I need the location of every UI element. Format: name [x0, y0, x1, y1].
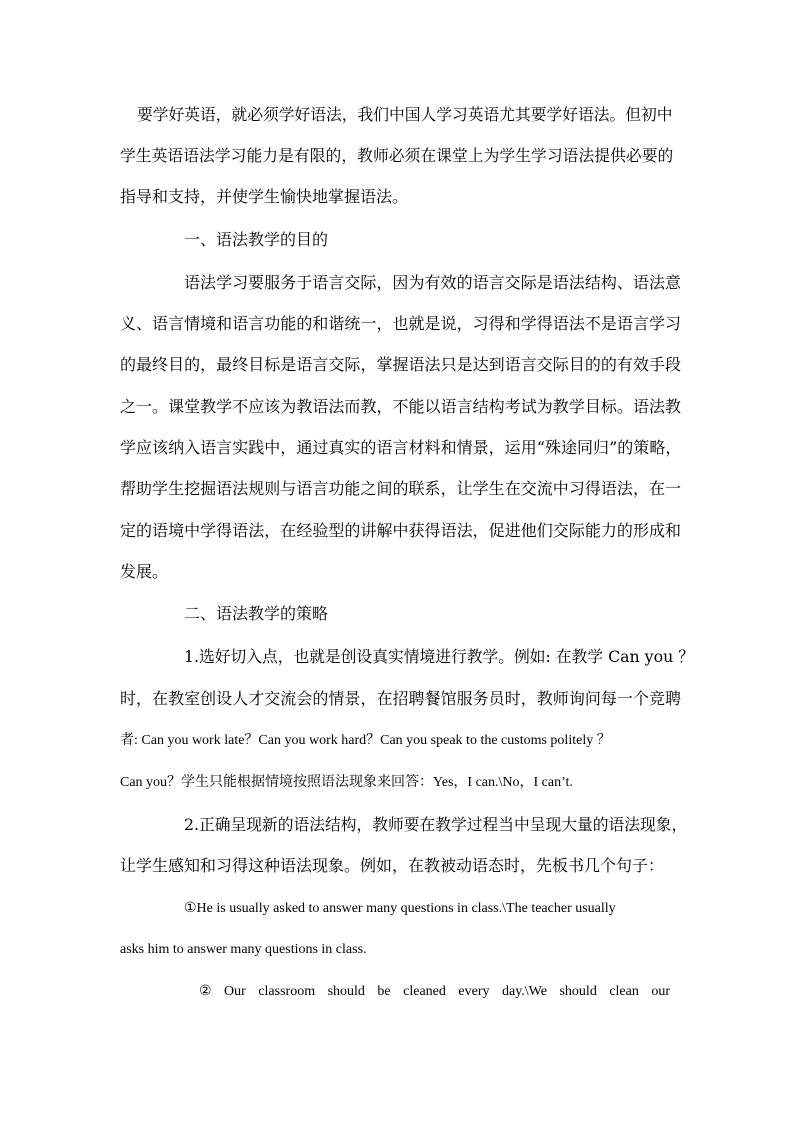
- section1-line-3: 的最终目的，最终目标是语言交际，掌握语法只是达到语言交际目的的有效手段: [120, 355, 682, 374]
- section1-line-1: 语法学习要服务于语言交际，因为有效的语言交际是语法结构、语法意: [184, 273, 682, 292]
- strategy1-line-2: 时，在教室创设人才交流会的情景，在招聘餐馆服务员时，教师询问每一个竞聘: [120, 689, 682, 708]
- intro-line-1: 要学好英语，就必须学好语法，我们中国人学习英语尤其要学好语法。但初中: [137, 105, 673, 124]
- strategy2-line-1: 2.正确呈现新的语法结构，教师要在教学过程当中呈现大量的语法现象，: [184, 815, 688, 834]
- example-1-line-1: ①He is usually asked to answer many questions in class.\The teacher usually: [184, 901, 616, 916]
- intro-line-2: 学生英语语法学习能力是有限的，教师必须在课堂上为学生学习语法提供必要的: [120, 146, 674, 165]
- section1-line-2: 义、语言情境和语言功能的和谐统一，也就是说，习得和学得语法不是语言学习: [120, 314, 682, 333]
- section1-line-7: 定的语境中学得语法，在经验型的讲解中获得语法，促进他们交际能力的形成和: [120, 521, 682, 540]
- example-2-line-1: ② Our classroom should be cleaned every day.\We should clean our: [199, 984, 671, 999]
- section1-line-6: 帮助学生挖掘语法规则与语言功能之间的联系，让学生在交流中习得语法，在一: [120, 479, 682, 498]
- section1-line-5: 学应该纳入语言实践中，通过真实的语言材料和情景，运用“殊途同归”的策略，: [120, 438, 682, 457]
- strategy2-line-2: 让学生感知和习得这种语法现象。例如，在教被动语态时，先板书几个句子：: [120, 856, 665, 875]
- example-1-line-2: asks him to answer many questions in class.: [120, 942, 367, 957]
- section-heading-1: 一、语法教学的目的: [184, 230, 329, 249]
- strategy1-line-4: Can you？学生只能根据情境按照语法现象来回答：Yes，I can.\No，I can’t.: [120, 775, 573, 790]
- strategy1-line-1: 1.选好切入点，也就是创设真实情境进行教学。例如: 在教学 Can you ？: [184, 647, 694, 666]
- strategy1-line-3: 者: Can you work late？Can you work hard？Can you speak to the customs politely ？: [120, 733, 611, 748]
- intro-line-3: 指导和支持，并使学生愉快地掌握语法。: [120, 187, 409, 206]
- section-heading-2: 二、语法教学的策略: [184, 604, 329, 623]
- section1-line-4: 之一。课堂教学不应该为教语法而教，不能以语言结构考试为教学目标。语法教: [120, 397, 682, 416]
- section1-line-8: 发展。: [120, 562, 169, 581]
